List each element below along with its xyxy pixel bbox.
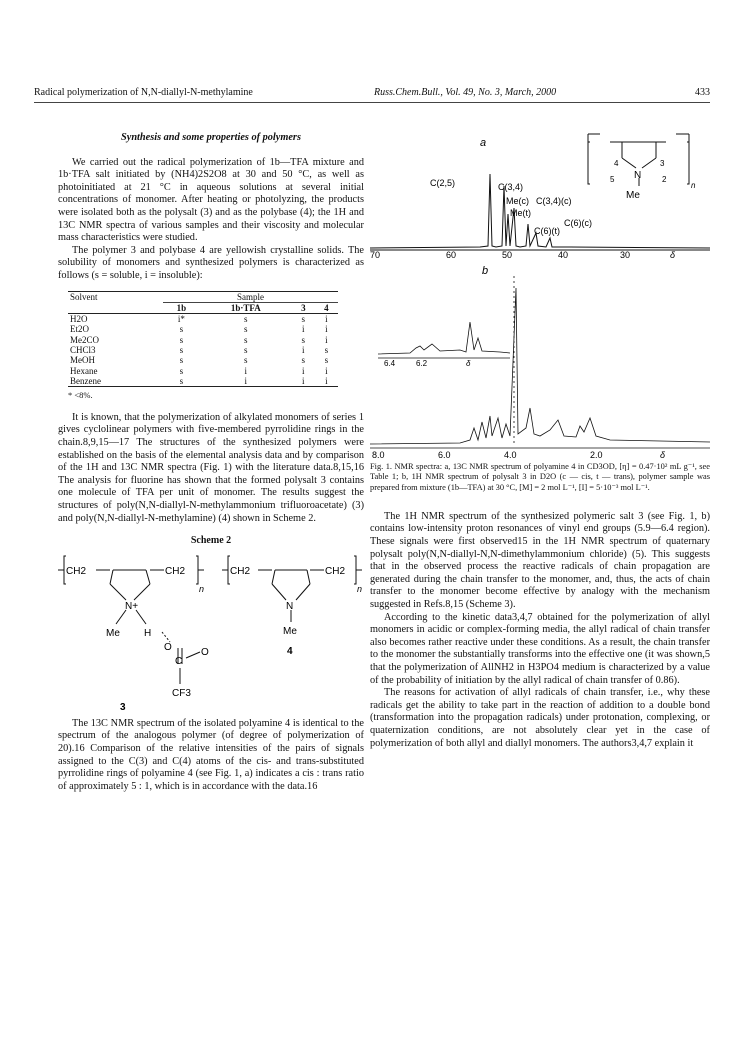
header-rule — [34, 102, 710, 103]
axis-tick: 2.0 — [590, 450, 603, 460]
page-number: 433 — [695, 87, 710, 98]
table-subheader: 1b — [176, 302, 187, 313]
solubility-table — [68, 291, 338, 388]
n-label: N — [286, 600, 294, 612]
struct-label: n — [691, 181, 696, 190]
table-row — [68, 345, 338, 355]
table-subheader: 4 — [324, 302, 329, 313]
struct-label: Me — [626, 190, 640, 201]
table-row — [68, 314, 338, 325]
ch2-label: CH2 — [230, 565, 251, 577]
scheme-2-structures — [58, 552, 364, 712]
table-row — [68, 324, 338, 334]
o-minus-label: O — [164, 641, 172, 653]
paragraph: The reasons for activation of allyl radicals of chain transfer, i.e., why these radicals get the ability to take part in the reaction of addition to a double bond (transformation into the propagation radicals) under protonation, complexing, or quaternization conditions, are not absolutely clear yet in the case of polymerization of both allyl and diallyl monomers. The authors3,4,7 explain it — [370, 687, 710, 749]
running-header — [34, 87, 710, 101]
axis-tick: 30 — [620, 250, 631, 258]
axis-tick: 50 — [502, 250, 513, 258]
table-cell: s — [244, 324, 248, 335]
table-cell: s — [179, 355, 184, 366]
peak-label: C(6)(c) — [564, 218, 592, 228]
inset-tick: 6.2 — [416, 359, 428, 368]
table-cell-solvent: CHCl3 — [70, 345, 96, 356]
table-row — [68, 355, 338, 365]
panel-label-a: a — [480, 137, 487, 149]
axis-tick: δ — [670, 250, 676, 258]
table-cell: s — [179, 365, 184, 376]
table-header-solvent: Solvent — [70, 291, 98, 302]
journal-citation: Russ.Chem.Bull., Vol. 49, No. 3, March, 2000 — [374, 87, 557, 98]
table-cell: s — [179, 324, 184, 335]
paragraph: The polymer 3 and polybase 4 are yellowish crystalline solids. The solubility of monomers and synthesized polymers is characterized as follows (s = soluble, i = insoluble): — [58, 244, 364, 281]
peak-label: Me(t) — [510, 208, 531, 218]
table-subheader: 1b·TFA — [230, 302, 261, 313]
table-row — [68, 366, 338, 376]
ch2-label: CH2 — [165, 565, 186, 577]
struct-label: N — [634, 170, 642, 181]
table-cell: i — [302, 345, 305, 356]
figure-caption: Fig. 1. NMR spectra: a, 13C NMR spectrum of polyamine 4 in CD3OD, [η] = 0.47·10² mL g⁻¹, see Table 1; b, 1H NMR spectrum of polysalt 3 in D2O (c — cis, t — trans), polymer sample was prepared from mixture (1b—TFA) at 30 °C, [M] = 2 mol L⁻¹, [I] = 5·10⁻³ mol L⁻¹. — [370, 462, 710, 492]
ch2-label: CH2 — [325, 565, 346, 577]
header-title: Radical polymerization of N,N-diallyl-N-methylamine — [34, 87, 253, 98]
table-cell-solvent: Et2O — [70, 324, 89, 335]
left-column — [58, 112, 364, 793]
table-cell: s — [244, 334, 248, 345]
table-header-sample: Sample — [163, 291, 338, 302]
right-column — [370, 112, 710, 750]
compound-label-4: 4 — [287, 645, 293, 657]
section-title: Synthesis and some properties of polymers — [121, 132, 301, 143]
axis-tick: 70 — [370, 250, 381, 258]
table-cell: i — [325, 375, 328, 386]
table-cell: i* — [177, 314, 185, 325]
paragraph: It is known, that the polymerization of alkylated monomers of series 1 gives cyclolinear polymers with five-membered pyrrolidine rings in the chain.8,9,15—17 The structures of the synthesized polymers were established on the basis of the elemental analysis data and by comparison of the 1H and 13C NMR spectra (Fig. 1) with the literature data.8,15,16 The analysis for fluorine has shown that the formed polysalt 3 contains one molecule of TFA per unit of monomer. The results suggest the structures of poly(N,N-diallyl-N-methylammonium trifluoroacetate) (3) and poly(N,N-diallyl-N-methylamine) (4) shown in Scheme 2. — [58, 411, 364, 524]
inset-tick: 6.4 — [384, 359, 396, 368]
o-label: O — [201, 646, 209, 658]
ch2-label: CH2 — [66, 565, 87, 577]
table-cell: i — [302, 324, 305, 335]
compound-label-3: 3 — [120, 701, 126, 712]
table-cell: s — [301, 334, 306, 345]
struct-label: 2 — [662, 175, 667, 184]
table-subheader: 3 — [301, 302, 306, 313]
axis-tick: 6.0 — [438, 450, 451, 460]
scheme-title: Scheme 2 — [190, 535, 232, 547]
table-cell: s — [301, 355, 306, 366]
peak-label: C(3,4)(c) — [536, 196, 572, 206]
spectrum-a — [370, 112, 710, 258]
table-cell: i — [325, 365, 328, 376]
table-cell-solvent: Me2CO — [70, 334, 99, 345]
figure-1a-13c-spectrum — [370, 112, 710, 258]
repeat-n: n — [357, 583, 363, 594]
axis-tick: 8.0 — [372, 450, 385, 460]
paragraph: The 13C NMR spectrum of the isolated polyamine 4 is identical to the spectrum of the analogous polymer (of degree of polymerization of 20).16 Comparison of the relative intensities of the pairs of signals assigned to the C(3) and C(4) atoms of the cis- and trans-substituted pyrrolidine rings of polyamine 4 (see Fig. 1, a) indicates a cis : trans ratio of approximately 5 : 1, which is in accordance with the data.16 — [58, 717, 364, 792]
table-cell: s — [244, 314, 248, 325]
peak-label: C(2,5) — [430, 178, 456, 188]
table-cell: s — [324, 355, 329, 366]
table-cell: i — [302, 375, 305, 386]
carbon-label: C — [175, 655, 183, 667]
axis-tick: 40 — [558, 250, 569, 258]
table-cell: s — [324, 345, 329, 356]
table-cell: s — [179, 375, 184, 386]
table-cell: s — [179, 334, 184, 345]
axis-tick: δ — [660, 450, 666, 460]
table-footnote: * <8%. — [68, 390, 93, 401]
table-cell: s — [179, 345, 184, 356]
peak-label: Me(c) — [506, 196, 529, 206]
table-cell-solvent: Benzene — [70, 375, 101, 386]
table-cell: i — [244, 365, 248, 376]
table-cell-solvent: H2O — [70, 314, 88, 325]
table-cell: i — [325, 314, 328, 325]
table-cell: i — [302, 365, 305, 376]
table-cell: i — [244, 375, 248, 386]
table-cell: i — [325, 334, 328, 345]
table-cell-solvent: MeOH — [70, 355, 95, 366]
table-cell: i — [325, 324, 328, 335]
table-cell: s — [301, 314, 306, 325]
repeat-n: n — [199, 583, 205, 594]
axis-tick: 60 — [446, 250, 457, 258]
table-cell: s — [244, 355, 248, 366]
h-label: H — [144, 627, 152, 639]
peak-label: C(6)(t) — [534, 226, 560, 236]
cf3-label: CF3 — [172, 687, 191, 699]
peak-label: C(3,4) — [498, 182, 524, 192]
panel-label-b: b — [482, 265, 489, 277]
table-row — [68, 335, 338, 345]
paragraph: According to the kinetic data3,4,7 obtained for the polymerization of allyl monomers in acidic or complex-forming media, the allyl radical of chain transfer also becomes rather reactive under these conditions. As a result, the chain transfer to the monomer the substantially transforms into the effective one (it was shown,5 that the polymerization of AllNH2 in H3PO4 medium is characterized by a value of the probability of initiation by the allyl radical of chain transfer of 0.86). — [370, 611, 710, 686]
n-plus-label: N+ — [125, 600, 139, 612]
me-label: Me — [283, 625, 297, 637]
me-label: Me — [106, 627, 120, 639]
paragraph: We carried out the radical polymerization of 1b—TFA mixture and 1b·TFA salt initiated by (NH4)2S2O8 at 30 and 50 °C, as well as photoinitiated at 21 °C in aqueous solutions at several initial concentrations of monomer. After heating or photolyzing, the products were isolated both as the polysalt (3) and as the polybase (4); the 1H and 13C NMR spectra of various samples and their viscosity and molecular mass characteristics were studied. — [58, 156, 364, 244]
figure-1b-1h-spectrum — [370, 258, 710, 460]
inset-tick: δ — [466, 359, 471, 368]
paragraph: The 1H NMR spectrum of the synthesized polymeric salt 3 (see Fig. 1, b) contains low-intensity proton resonances of vinyl end groups (5.9—6.4 region). These signals were first observed15 in the 1H NMR spectrum of quaternary polysalt poly(N,N-diallyl-N,N-dimethylammonium chloride) (5). This suggests that in the observed process the reactive radicals of chain propagation are generated during the chain transfer to the monomer, and, thus, the acts of chain transfer to the monomer become effective by analogy with the mechanism suggested in Refs.8,15 (Scheme 3). — [370, 510, 710, 611]
table-cell-solvent: Hexane — [70, 365, 98, 376]
spectrum-b — [370, 258, 710, 460]
struct-label: 4 — [614, 159, 619, 168]
table-cell: s — [244, 345, 248, 356]
axis-tick: 4.0 — [504, 450, 517, 460]
table-row — [68, 376, 338, 387]
struct-label: 3 — [660, 159, 665, 168]
struct-label: 5 — [610, 175, 615, 184]
scheme-2-drawing — [58, 552, 364, 712]
